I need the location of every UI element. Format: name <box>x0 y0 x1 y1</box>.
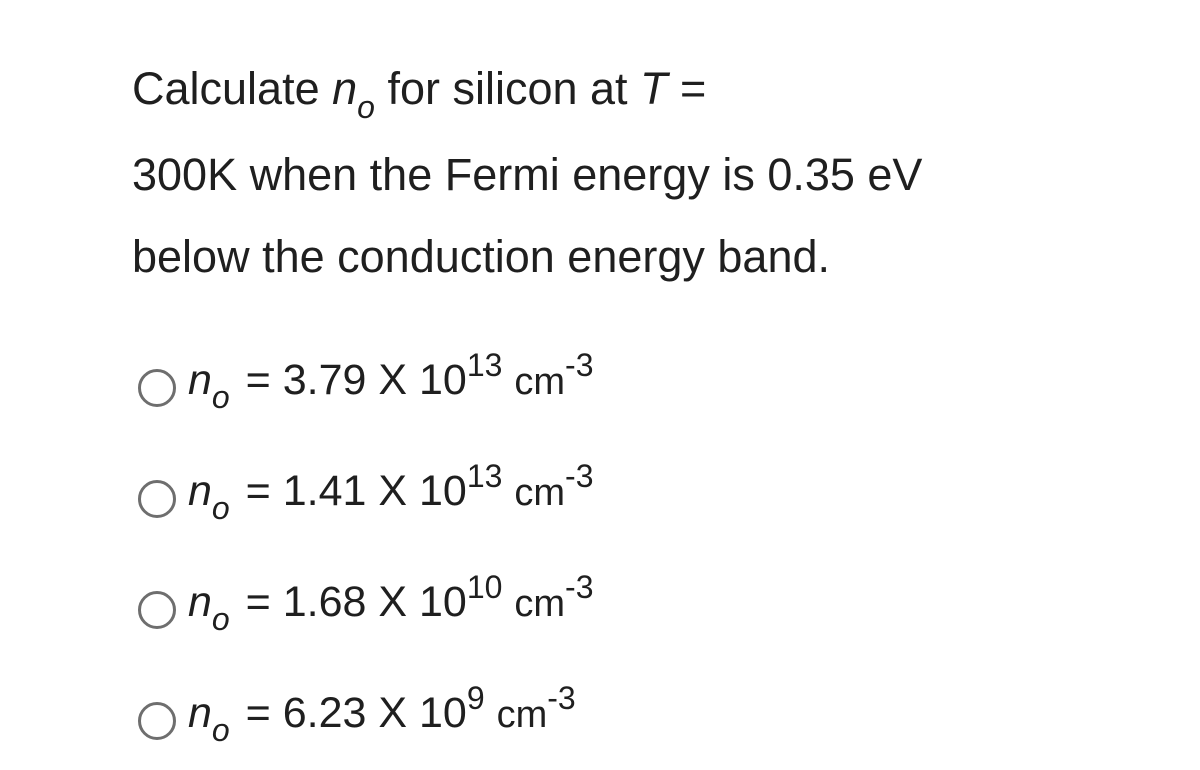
variable-n: n <box>332 63 358 114</box>
radio-button-icon[interactable] <box>138 369 176 407</box>
option-unit: cm <box>496 694 548 736</box>
option-exponent: 13 <box>466 347 503 383</box>
variable-subscript: o <box>357 89 375 125</box>
option-unit-exponent: -3 <box>565 569 594 605</box>
question-text <box>132 48 1092 298</box>
option-exponent: 10 <box>466 569 503 605</box>
option-var: n <box>188 689 212 737</box>
answer-options <box>138 340 593 770</box>
option-1[interactable] <box>138 340 593 451</box>
option-formula <box>188 340 593 423</box>
variable-t: T <box>640 63 668 114</box>
option-unit-exponent: -3 <box>565 458 594 494</box>
question-mid: for silicon at <box>374 63 641 114</box>
question-prefix: Calculate <box>132 63 333 114</box>
option-unit-exponent: -3 <box>565 347 594 383</box>
option-var-subscript: o <box>211 379 230 415</box>
option-var-subscript: o <box>211 490 230 526</box>
question-line-3: below the conduction energy band. <box>132 231 831 282</box>
option-value: = 1.41 X 10 <box>245 467 467 515</box>
radio-button-icon[interactable] <box>138 480 176 518</box>
option-exponent: 13 <box>466 458 503 494</box>
radio-button-icon[interactable] <box>138 702 176 740</box>
option-var-subscript: o <box>211 712 230 748</box>
option-formula <box>188 451 593 534</box>
question-line-2: 300K when the Fermi energy is 0.35 eV <box>132 149 923 200</box>
option-unit: cm <box>514 361 566 403</box>
option-value: = 1.68 X 10 <box>245 578 467 626</box>
option-var: n <box>188 578 212 626</box>
option-2[interactable] <box>138 451 593 562</box>
option-unit-exponent: -3 <box>547 680 576 716</box>
question-suffix: = <box>667 63 707 114</box>
option-exponent: 9 <box>466 680 485 716</box>
option-unit: cm <box>514 583 566 625</box>
option-unit: cm <box>514 472 566 514</box>
option-var: n <box>188 356 212 404</box>
option-value: = 6.23 X 10 <box>245 689 467 737</box>
option-value: = 3.79 X 10 <box>245 356 467 404</box>
option-3[interactable] <box>138 562 593 673</box>
option-4[interactable] <box>138 673 593 770</box>
option-var-subscript: o <box>211 601 230 637</box>
question-line-1 <box>132 48 1092 134</box>
radio-button-icon[interactable] <box>138 591 176 629</box>
option-var: n <box>188 467 212 515</box>
option-formula <box>188 673 576 756</box>
option-formula <box>188 562 593 645</box>
